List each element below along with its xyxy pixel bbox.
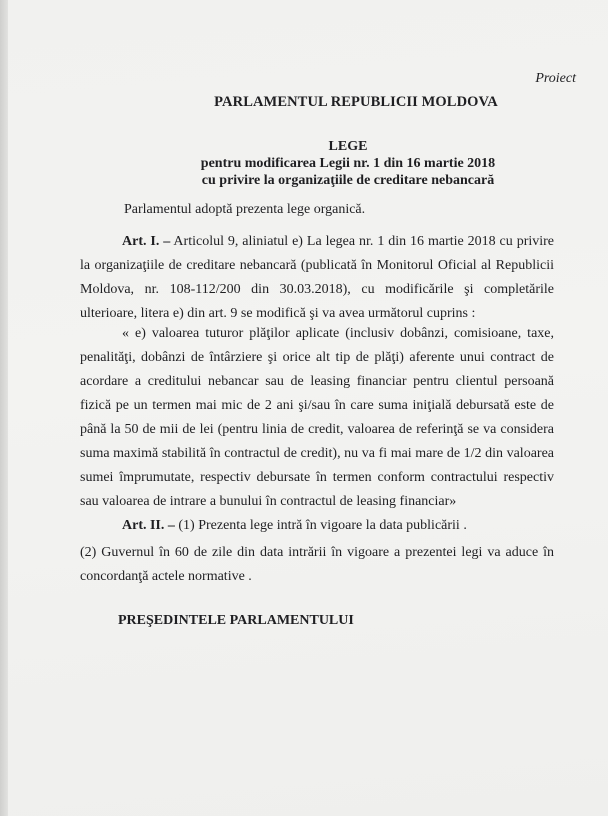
issuer-heading: PARLAMENTUL REPUBLICII MOLDOVA bbox=[214, 94, 498, 110]
article-2-paragraph-2: (2) Guvernul în 60 de zile din data intrării în vigoare a prezentei legi va aduce în concordanţă actele normative . bbox=[80, 545, 554, 584]
article-1-paragraph bbox=[80, 230, 554, 326]
article-2-label: Art. II. – bbox=[122, 518, 175, 533]
article-1-text: Articolul 9, aliniatul e) La legea nr. 1 din 16 martie 2018 cu privire la organizaţiile de creditare nebancară (publicată în Monitorul Oficial al Republicii Moldova, nr. 108-112/200 din 30.03.2018), cu modificările şi completările ulterioare, litera e) din art. 9 se modifică şi va avea următorul cuprins : bbox=[80, 234, 555, 321]
law-title-line-2: pentru modificarea Legii nr. 1 din 16 martie 2018 bbox=[200, 156, 496, 171]
article-1-label: Art. I. – bbox=[122, 234, 171, 249]
article-1-quoted-text: « e) valoarea tuturor plăţilor aplicate (inclusiv dobânzi, comisioane, taxe, penalităţi, dobânzi de întârziere şi orice alt tip de plăţi) aferente unui contract de acordare a creditului nebancar sau de leasing financiar pentru clientul persoană fizică pe un termen mai mic de 2 ani şi/sau în care suma iniţială debursată este de până la 50 de mii de lei (pentru linia de credit, valoarea de referinţă se va considera suma maximă stabilită în contractul de credit), nu va fi mai mare de 1/2 din valoarea sumei împrumutate, respectiv debursate în termen conform contractului respectiv sau valoarea de intrare a bunului în contractul de leasing financiar» bbox=[80, 326, 554, 509]
law-title-line-1: LEGE bbox=[328, 139, 368, 154]
article-2-paragraph bbox=[80, 514, 554, 538]
intro-sentence: Parlamentul adoptă prezenta lege organică. bbox=[124, 202, 366, 217]
draft-stamp: Proiect bbox=[535, 71, 576, 86]
law-title-line-3: cu privire la organizaţiile de creditare nebancară bbox=[201, 173, 495, 188]
article-2-text: (1) Prezenta lege intră în vigoare la data publicării . bbox=[174, 518, 467, 533]
signature-block: PREŞEDINTELE PARLAMENTULUI bbox=[118, 613, 354, 628]
law-title bbox=[8, 138, 608, 189]
document-page bbox=[8, 0, 608, 816]
